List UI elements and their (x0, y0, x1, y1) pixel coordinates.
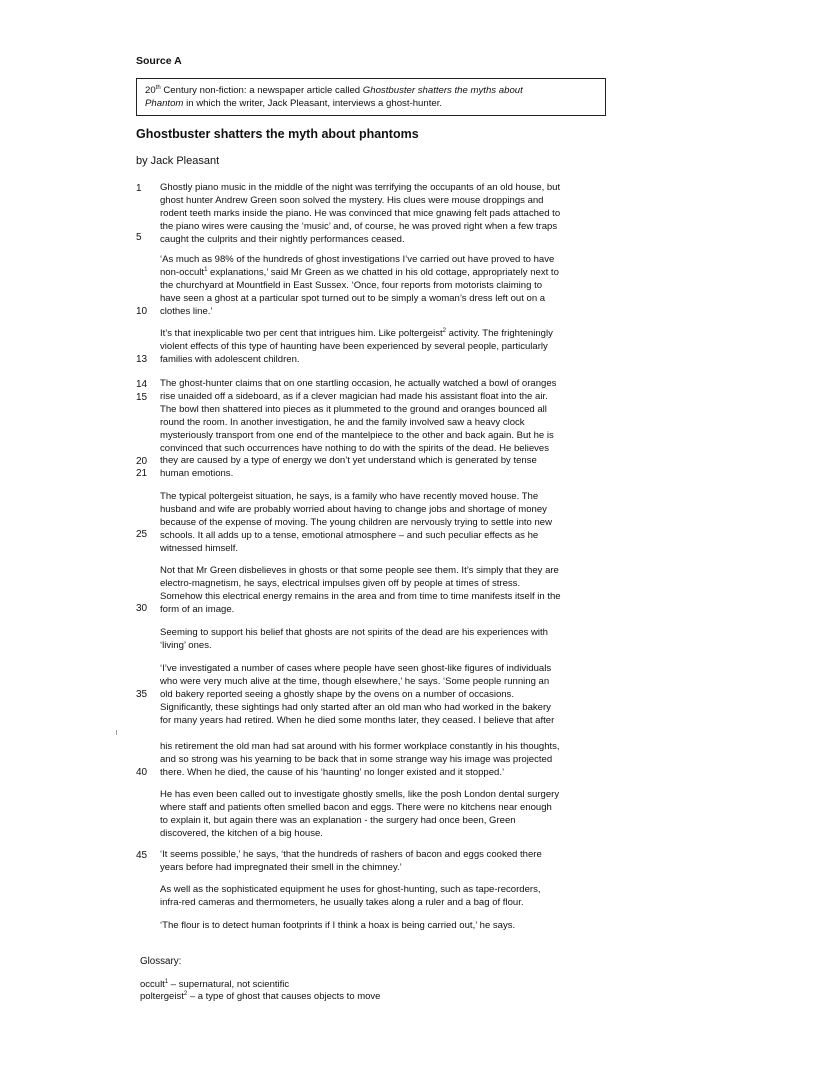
glossary-term: occult (140, 979, 165, 990)
text-line: because of the expense of moving. The young children are nervously trying to settle into new (160, 516, 553, 528)
paragraph-2 (160, 254, 606, 319)
text-line: there. When he died, the cause of his ‘haunting’ no longer existed and it stopped.’ (160, 766, 505, 778)
paragraph-3 (160, 328, 606, 367)
intro-text-2: in which the writer, Jack Pleasant, interviews a ghost-hunter. (183, 98, 443, 109)
source-label: Source A (136, 55, 182, 67)
text-line: The bowl then shattered into pieces as it plummeted to the ground and oranges bounced all (160, 403, 547, 415)
text-line: they are caused by a type of energy we don’t yet understand which is generated by tense (160, 455, 537, 467)
paragraph-1 (160, 182, 606, 247)
text-line: Somehow this electrical energy remains in the area and from time to time manifests itself in the (160, 590, 561, 602)
paragraph-5 (160, 491, 606, 556)
paragraph-4 (160, 378, 606, 481)
line-number: 15 (136, 392, 148, 403)
line-number: 20 (136, 456, 148, 467)
text-line: infra-red cameras and thermometers, he usually takes along a ruler and a bag of flour. (160, 896, 524, 908)
text-line: mysteriously transport from one end of the mantelpiece to the other and back again. But he is (160, 429, 554, 441)
line-number: 5 (136, 232, 142, 243)
glossary-term: poltergeist (140, 991, 184, 1002)
paragraph-13 (160, 920, 606, 933)
text-line: convinced that such occurrences have nothing to do with the spirits of the dead. He believes (160, 442, 550, 454)
text-line: where staff and patients often smelled bacon and eggs. There were no kitchens near enough (160, 801, 552, 813)
text-fragment: non-occult (160, 266, 205, 278)
paragraph-10 (160, 789, 606, 841)
glossary-entry (140, 991, 380, 1002)
intro-prefix-sup: th (155, 84, 161, 91)
paragraph-6 (160, 565, 606, 617)
text-line: The ghost-hunter claims that on one startling occasion, he actually watched a bowl of oranges (160, 378, 557, 389)
text-fragment: explanations,’ said Mr Green as we chatted in his old cottage, appropriately next to (207, 266, 559, 278)
text-line: The typical poltergeist situation, he says, is a family who have recently moved house. The (160, 491, 539, 502)
paragraph-8 (160, 663, 606, 728)
text-line: rise unaided off a sideboard, as if a clever magician had made his assistant float into the air. (160, 390, 548, 402)
text-line: violent effects of this type of haunting have been experienced by several people, particularly (160, 340, 548, 352)
glossary-definition: – a type of ghost that causes objects to move (187, 991, 381, 1002)
line-number: 13 (136, 354, 148, 365)
intro-box (136, 78, 606, 116)
text-line: old bakery reported seeing a ghostly shape by the ovens on a number of occasions. (160, 688, 514, 700)
text-line: He has even been called out to investigate ghostly smells, like the posh London dental surgery (160, 789, 560, 800)
text-line: families with adolescent children. (160, 353, 300, 365)
footnote-mark: 1 (164, 978, 169, 985)
footnote-mark: 2 (442, 327, 447, 334)
text-line: ‘As much as 98% of the hundreds of ghost investigations I’ve carried out have proved to have (160, 254, 555, 265)
text-line: discovered, the kitchen of a big house. (160, 827, 323, 839)
text-line: ‘I’ve investigated a number of cases where people have seen ghost-like figures of individuals (160, 663, 552, 674)
text-line: Not that Mr Green disbelieves in ghosts or that some people see them. It’s simply that they are (160, 565, 559, 576)
text-line (160, 328, 606, 341)
intro-title-italic-1: Ghostbuster shatters the myths about (362, 85, 523, 96)
text-line: who were very much alive at the time, though elsewhere,’ he says. ‘Some people running an (160, 675, 550, 687)
text-line: caught the culprits and their nightly performances ceased. (160, 233, 405, 245)
byline: by Jack Pleasant (136, 155, 220, 167)
text-line: clothes line.’ (160, 305, 213, 317)
line-number: 25 (136, 529, 148, 540)
text-line (160, 267, 606, 280)
text-line: human emotions. (160, 468, 234, 480)
footnote-mark: 1 (204, 266, 208, 273)
text-line: the churchyard at Mountfield in East Sussex. ‘Once, four reports from motorists claiming to (160, 279, 543, 291)
line-number: 21 (136, 468, 148, 479)
line-number: 14 (136, 379, 148, 390)
text-line: witnessed himself. (160, 542, 238, 554)
text-line: to explain it, but again there was an explanation - the surgery had once been, Green (160, 814, 516, 826)
text-line: husband and wife are probably worried about having to change jobs and shortage of money (160, 503, 547, 515)
text-line: schools. It all adds up to a tense, emotional atmosphere – and such peculiar effects as he (160, 529, 539, 541)
intro-text-1: Century non-fiction: a newspaper article called (160, 85, 363, 96)
text-line: years before had impregnated their smell in the chimney.’ (160, 861, 402, 873)
text-line: ‘The flour is to detect human footprints if I think a hoax is being carried out,’ he says. (160, 920, 516, 931)
headline: Ghostbuster shatters the myth about phantoms (136, 127, 419, 141)
text-line: the piano wires were causing the ‘music’ and, of course, he was proved right when a few traps (160, 220, 558, 232)
paragraph-9 (160, 741, 606, 780)
text-line: his retirement the old man had sat around with his former workplace constantly in his thoughts, (160, 741, 560, 752)
text-line: ghost hunter Andrew Green soon solved the mystery. His clues were mouse droppings and (160, 194, 544, 206)
glossary-definition: – supernatural, not scientific (168, 979, 290, 990)
text-line: and so strong was his yearning to be back that in some strange way his image was projected (160, 753, 553, 765)
text-line: electro-magnetism, he says, electrical impulses given off by people at times of stress. (160, 577, 521, 589)
line-number: 45 (136, 850, 148, 861)
text-line: As well as the sophisticated equipment he uses for ghost-hunting, such as tape-recorders, (160, 884, 541, 895)
line-number: 10 (136, 306, 148, 317)
text-fragment: activity. The frighteningly (446, 328, 553, 339)
footnote-mark: 2 (183, 990, 188, 997)
glossary-entry (140, 979, 289, 990)
text-fragment: It’s that inexplicable two per cent that intrigues him. Like poltergeist (160, 328, 443, 339)
text-line: Significantly, these sightings had only started after an old man who had worked in the bakery (160, 701, 551, 713)
paragraph-12 (160, 884, 606, 910)
intro-prefix: 20 (145, 85, 156, 96)
text-line: Ghostly piano music in the middle of the night was terrifying the occupants of an old house, but (160, 182, 561, 193)
text-line: round the room. In another investigation, he and the family involved saw a heavy clock (160, 416, 525, 428)
line-number: 35 (136, 689, 148, 700)
text-line: have seen a ghost at a particular spot turned out to be simply a woman’s dress left out on a (160, 292, 546, 304)
text-line: form of an image. (160, 603, 235, 615)
text-line: rodent teeth marks inside the piano. He was convinced that mice gnawing felt pads attached to (160, 207, 561, 219)
paragraph-7 (160, 627, 606, 653)
text-line: for many years had retired. When he died some months later, they ceased. I believe that after (160, 714, 555, 726)
paragraph-11 (160, 849, 606, 875)
text-line: ‘living’ ones. (160, 639, 212, 651)
text-line: Seeming to support his belief that ghosts are not spirits of the dead are his experiences with (160, 627, 548, 638)
line-number: 40 (136, 767, 148, 778)
line-number: 30 (136, 603, 148, 614)
intro-title-italic-2: Phantom (145, 98, 184, 109)
text-line: ‘It seems possible,’ he says, ‘that the hundreds of rashers of bacon and eggs cooked there (160, 849, 542, 860)
page-mark (116, 730, 117, 735)
line-number: 1 (136, 183, 142, 194)
glossary-title: Glossary: (140, 956, 182, 967)
